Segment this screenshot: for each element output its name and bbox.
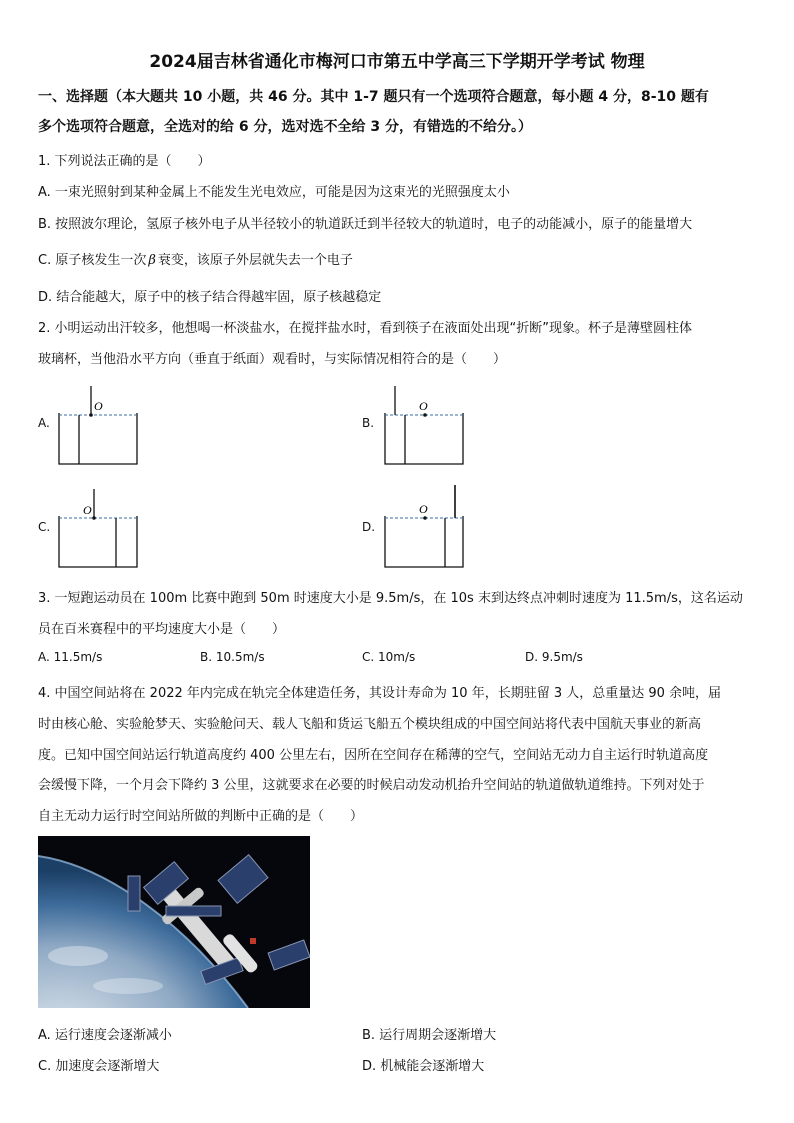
q3-option-a: A. 11.5m/s [38, 650, 103, 664]
q4-stem-line4: 会缓慢下降，一个月会下降约 3 公里，这就要求在必要的时候启动发动机抬升空间站的轨道做轨道维持。下列对处于 [38, 778, 705, 793]
section-instructions-line2: 多个选项符合题意，全选对的给 6 分，选对选不全给 3 分，有错选的不给分。） [38, 119, 532, 135]
q3-option-d: D. 9.5m/s [525, 650, 583, 664]
q1-option-c-text-after: 衰变，该原子外层就失去一个电子 [157, 253, 353, 268]
q1-option-a: A. 一束光照射到某种金属上不能发生光电效应，可能是因为这束光的光照强度太小 [38, 185, 510, 200]
space-station-photo [38, 836, 310, 1008]
q2-option-d-label: D. [362, 520, 376, 534]
q2-option-a-label: A. [38, 416, 50, 430]
q1-option-c-text-before: C. 原子核发生一次 [38, 253, 147, 268]
q2-figure-d [382, 483, 468, 570]
point-o-label: O [94, 399, 103, 413]
point-o-label: O [419, 502, 428, 516]
beta-symbol: β [148, 253, 156, 268]
q3-option-c: C. 10m/s [362, 650, 416, 664]
point-o-label: O [419, 399, 428, 413]
q2-stem-line2: 玻璃杯，当他沿水平方向（垂直于纸面）观看时，与实际情况相符合的是（ ） [38, 352, 507, 367]
q2-stem-line1: 2. 小明运动出汗较多，他想喝一杯淡盐水，在搅拌盐水时，看到筷子在液面处出现“折断”现象。杯子是薄壁圆柱体 [38, 321, 693, 336]
q1-option-b: B. 按照波尔理论，氢原子核外电子从半径较小的轨道跃迁到半径较大的轨道时，电子的动能减小，原子的能量增大 [38, 217, 693, 232]
q2-option-b-label: B. [362, 416, 375, 430]
page-title: 2024届吉林省通化市梅河口市第五中学高三下学期开学考试 物理 [149, 52, 645, 72]
q4-option-c: C. 加速度会逐渐增大 [38, 1059, 160, 1074]
q2-figure-a [56, 383, 142, 467]
q4-option-d: D. 机械能会逐渐增大 [362, 1059, 485, 1074]
q1-option-d: D. 结合能越大，原子中的核子结合得越牢固，原子核越稳定 [38, 290, 382, 305]
point-o-label: O [83, 503, 92, 517]
q4-option-a: A. 运行速度会逐渐减小 [38, 1028, 172, 1043]
space-station-illustration [38, 836, 310, 1008]
q4-stem-line3: 度。已知中国空间站运行轨道高度约 400 公里左右，因所在空间存在稀薄的空气，空间站无动力自主运行时轨道高度 [38, 748, 709, 763]
q2-figure-c [56, 486, 142, 570]
q3-stem-line2: 员在百米赛程中的平均速度大小是（ ） [38, 622, 286, 637]
q2-figure-b [382, 383, 468, 467]
q3-option-b: B. 10.5m/s [200, 650, 265, 664]
q1-option-c [38, 249, 768, 268]
section-instructions-line1: 一、选择题（本大题共 10 小题，共 46 分。其中 1-7 题只有一个选项符合题意，每小题 4 分，8-10 题有 [38, 89, 709, 105]
q4-stem-line1: 4. 中国空间站将在 2022 年内完成在轨完全体建造任务，其设计寿命为 10 年，长期驻留 3 人，总重量达 90 余吨，届 [38, 686, 722, 701]
q4-stem-line2: 时由核心舱、实验舱梦天、实验舱问天、载人飞船和货运飞船五个模块组成的中国空间站将代表中国航天事业的新高 [38, 717, 702, 732]
q4-option-b: B. 运行周期会逐渐增大 [362, 1028, 497, 1043]
q4-stem-line5: 自主无动力运行时空间站所做的判断中正确的是（ ） [38, 809, 364, 824]
q3-stem-line1: 3. 一短跑运动员在 100m 比赛中跑到 50m 时速度大小是 9.5m/s，在 10s 末到达终点冲刺时速度为 11.5m/s，这名运动 [38, 591, 743, 606]
q1-stem: 1. 下列说法正确的是（ ） [38, 154, 211, 169]
q2-option-c-label: C. [38, 520, 51, 534]
